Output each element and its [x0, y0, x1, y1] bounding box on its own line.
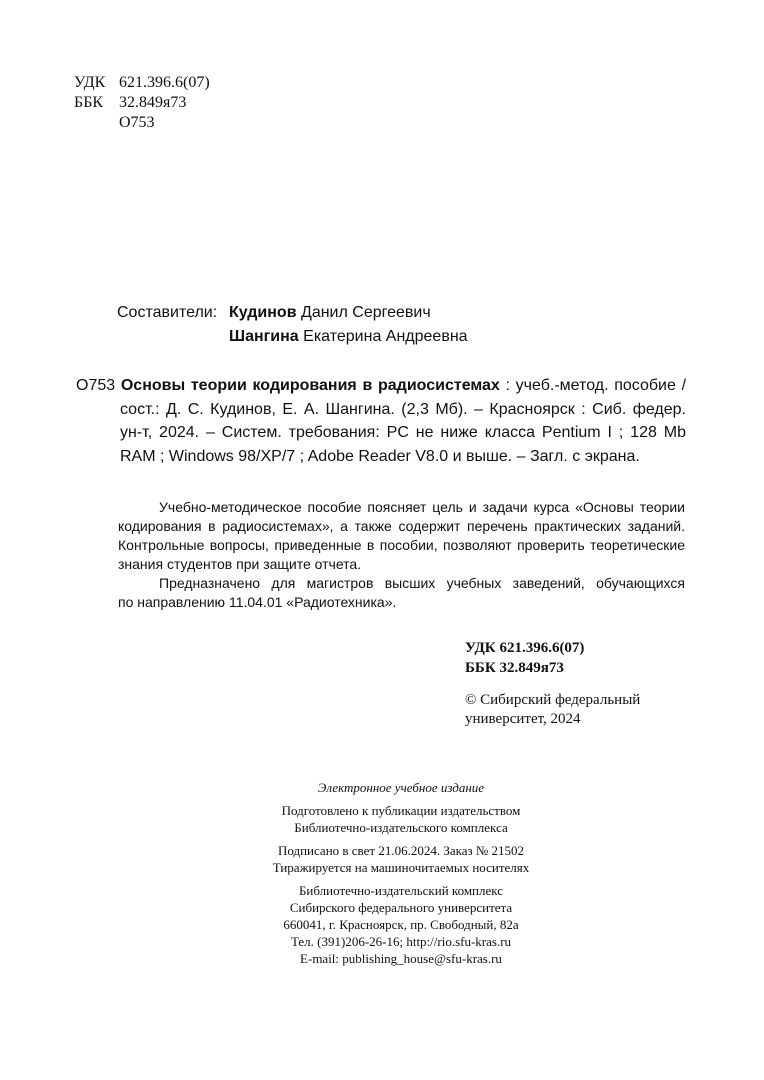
replicated-line: Тиражируется на машиночитаемых носителях: [272, 860, 530, 875]
publisher-line: Сибирского федерального университета: [289, 900, 513, 915]
signed-block: [0, 842, 764, 876]
udk-row: [74, 73, 210, 93]
udk-label: УДК: [74, 74, 106, 91]
biblio-line: [76, 374, 686, 398]
annotation-line: Предназначено для магистров высших учебных заведений, обучающихся: [159, 575, 685, 591]
publisher-email: E-mail: publishing_house@sfu-kras.ru: [300, 951, 502, 966]
compilers-label: Составители:: [117, 304, 218, 321]
compiler-surname: Кудинов: [229, 304, 297, 321]
copyright-line: университет, 2024: [465, 711, 581, 727]
bbk-label: ББК: [74, 94, 104, 111]
copyright-line: © Сибирский федеральный: [465, 692, 641, 708]
biblio-line: ун-т, 2024. – Систем. требования: PC не ниже класса Pentium I ; 128 Mb: [120, 424, 686, 441]
annotation-line: по направлению 11.04.01 «Радиотехника».: [118, 594, 397, 610]
compilers-block: [117, 301, 468, 349]
bbk-row: [74, 93, 210, 113]
signed-line: Подписано в свет 21.06.2024. Заказ № 21502: [277, 843, 525, 858]
annotation: [118, 498, 685, 612]
annotation-line: знания студентов при защите отчета.: [118, 556, 362, 572]
right-classification-codes: [465, 638, 584, 678]
compiler-name: Екатерина Андреевна: [303, 328, 468, 345]
bibliographic-description: [76, 374, 686, 468]
prepared-line: Подготовлено к публикации издательством: [281, 803, 521, 818]
copyright-notice: [465, 691, 640, 729]
right-udk: УДК 621.396.6(07): [465, 640, 585, 656]
udk-value: 621.396.6(07): [119, 74, 210, 91]
compiler-row: [117, 301, 468, 325]
biblio-line: сост.: Д. С. Кудинов, Е. А. Шангина. (2,3 Мб). – Красноярск : Сиб. федер.: [120, 400, 686, 418]
annotation-line: кодирования в радиосистемах», а также содержит перечень практических заданий.: [118, 518, 685, 534]
publisher-line: Библиотечно-издательский комплекс: [298, 883, 504, 898]
biblio-mark: О753: [76, 377, 116, 394]
annotation-line: Учебно-методическое пособие поясняет цель и задачи курса «Основы теории: [159, 499, 685, 515]
publisher-address: 660041, г. Красноярск, пр. Свободный, 82а: [283, 917, 519, 932]
right-bbk: ББК 32.849я73: [465, 660, 564, 676]
author-mark-row: [74, 113, 210, 133]
bbk-value: 32.849я73: [119, 94, 187, 111]
author-mark: О753: [119, 114, 155, 131]
edition-type: Электронное учебное издание: [317, 780, 485, 795]
compiler-surname: Шангина: [229, 328, 299, 345]
book-title: Основы теории кодирования в радиосистемах: [120, 377, 500, 394]
publisher-block: [0, 882, 764, 967]
top-classification-codes: [74, 73, 210, 133]
annotation-line: Контрольные вопросы, приведенные в пособии, позволяют проверить теоретические: [118, 537, 685, 553]
biblio-line1-rest: : учеб.-метод. пособие /: [505, 377, 687, 394]
prepared-block: [0, 802, 764, 836]
prepared-line: Библиотечно-издательского комплекса: [294, 820, 508, 835]
compiler-name: Данил Сергеевич: [300, 304, 431, 321]
edition-type-block: [0, 779, 764, 796]
compiler-row: [117, 325, 468, 349]
publisher-phone: Тел. (391)206-26-16; http://rio.sfu-kras.ru: [290, 934, 512, 949]
biblio-line: RAM ; Windows 98/XP/7 ; Adobe Reader V8.0 и выше. – Загл. с экрана.: [120, 447, 640, 465]
